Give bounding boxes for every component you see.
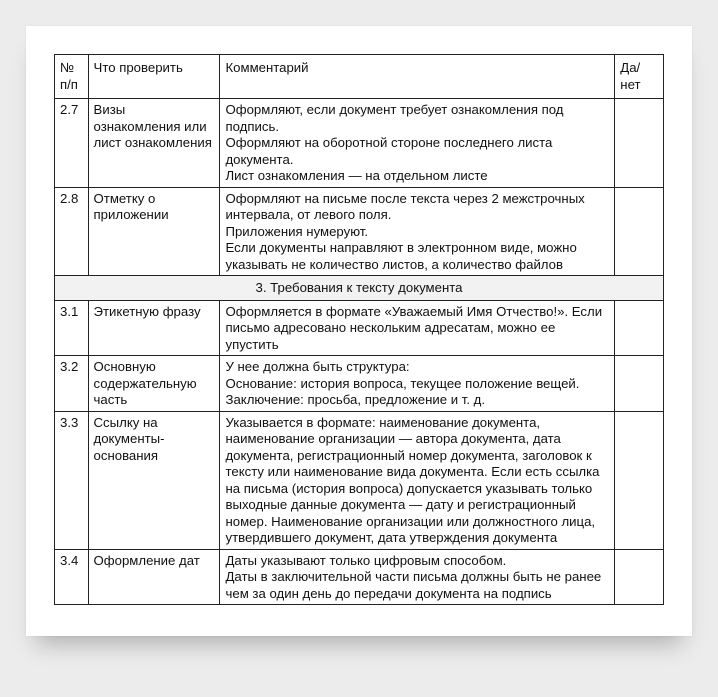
row-num: 2.7	[55, 99, 89, 188]
comment-line: Оформляют на оборотной стороне последнего листа документа.	[225, 135, 553, 167]
row-yesno	[615, 99, 664, 188]
row-what: Этикетную фразу	[88, 300, 220, 356]
section-title: 3. Требования к тексту документа	[55, 276, 664, 301]
table-row	[55, 411, 664, 549]
comment-line: Указывается в формате: наименование документа, наименование организации — автора документа, дата документа, регистрационный номер документа, заголовок к тексту или наименование вида документа. Если есть ссылка на письма (история вопроса) допускается указывать только выходные данные документа — дату и регистрационный номер. Наименование организации или должностного лица, утвердившего документ, дата утверждения документа	[225, 414, 600, 545]
row-what: Отметку о приложении	[88, 187, 220, 276]
row-comment	[220, 300, 615, 356]
row-what: Визы ознакомления или лист ознакомления	[88, 99, 220, 188]
row-yesno	[615, 411, 664, 549]
row-comment	[220, 411, 615, 549]
header-yesno: Да/ нет	[615, 55, 664, 99]
row-yesno	[615, 356, 664, 412]
comment-line: Приложения нумеруют.	[225, 223, 369, 239]
header-what: Что проверить	[88, 55, 220, 99]
comment-line: Если документы направляют в электронном виде, можно указывать не количество листов, а количество файлов	[225, 240, 577, 272]
header-comment: Комментарий	[220, 55, 615, 99]
comment-line: Оформляется в формате «Уважаемый Имя Отчество!». Если письмо адресовано нескольким адресатам, можно ее упустить	[225, 303, 603, 352]
comment-line: Заключение: просьба, предложение и т. д.	[225, 392, 486, 407]
table-row	[55, 99, 664, 188]
table-row	[55, 187, 664, 276]
comment-line: Оформляют, если документ требует ознакомления под подпись.	[225, 102, 564, 134]
row-what: Ссылку на документы-основания	[88, 411, 220, 549]
table-row	[55, 356, 664, 412]
checklist-table	[54, 54, 664, 605]
row-comment	[220, 356, 615, 412]
row-what: Оформление дат	[88, 549, 220, 605]
row-comment	[220, 549, 615, 605]
comment-line: Даты указывают только цифровым способом.	[225, 552, 507, 568]
row-num: 3.1	[55, 300, 89, 356]
section-row	[55, 276, 664, 301]
comment-line: Даты в заключительной части письма должны быть не ранее чем за один день до передачи документа на подпись	[225, 569, 602, 601]
row-num: 3.3	[55, 411, 89, 549]
row-comment	[220, 99, 615, 188]
document-page	[26, 26, 692, 636]
row-num: 3.4	[55, 549, 89, 605]
row-yesno	[615, 549, 664, 605]
row-what: Основную содержательную часть	[88, 356, 220, 412]
row-num: 3.2	[55, 356, 89, 412]
comment-line: Оформляют на письме после текста через 2 межстрочных интервала, от левого поля.	[225, 190, 585, 222]
row-yesno	[615, 300, 664, 356]
header-num: № п/п	[55, 55, 89, 99]
row-comment	[220, 187, 615, 276]
comment-line: Основание: история вопроса, текущее положение вещей.	[225, 375, 580, 391]
table-row	[55, 549, 664, 605]
row-yesno	[615, 187, 664, 276]
comment-line: У нее должна быть структура:	[225, 359, 410, 374]
row-num: 2.8	[55, 187, 89, 276]
table-row	[55, 300, 664, 356]
comment-line: Лист ознакомления — на отдельном листе	[225, 168, 488, 183]
table-header-row	[55, 55, 664, 99]
